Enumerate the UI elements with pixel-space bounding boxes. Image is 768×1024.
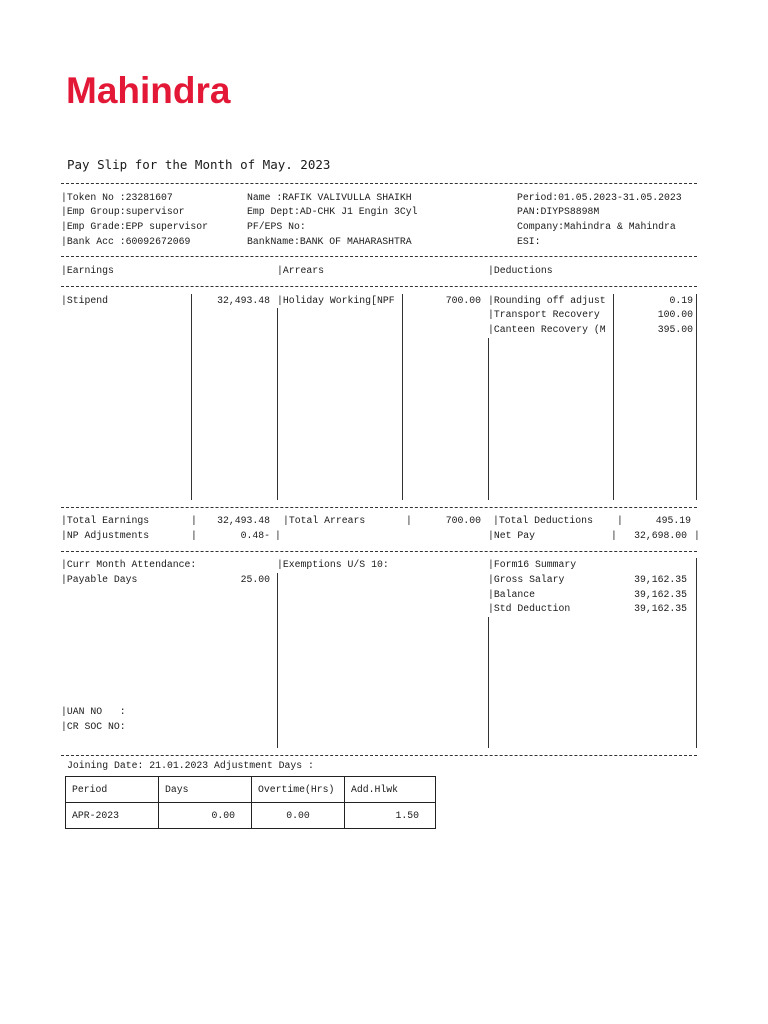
column-header: Add.Hlwk bbox=[345, 777, 436, 803]
emp-grade: |Emp Grade:EPP supervisor bbox=[61, 221, 208, 233]
earnings-detail-block bbox=[61, 294, 697, 500]
uan-no: |UAN NO : bbox=[61, 705, 126, 720]
line-item-row bbox=[61, 294, 697, 309]
summary-row bbox=[61, 602, 697, 617]
pan-number: PAN:DIYPS8898M bbox=[517, 206, 600, 218]
total-arrears-label: |Total Arrears bbox=[283, 515, 366, 527]
payable-days-label: |Payable Days bbox=[61, 573, 137, 588]
divider bbox=[61, 544, 697, 559]
employee-name: Name :RAFIK VALIVULLA SHAIKH bbox=[247, 191, 412, 203]
summary-row bbox=[61, 705, 697, 720]
adjustment-days-table bbox=[65, 776, 436, 829]
employee-row bbox=[61, 235, 697, 250]
deduction-amount: 395.00 bbox=[657, 323, 693, 335]
np-adjustments-label: |NP Adjustments bbox=[61, 529, 150, 541]
form16-item-label: |Std Deduction bbox=[488, 602, 570, 617]
table-cell: APR-2023 bbox=[66, 803, 159, 829]
table-cell: 0.00 bbox=[252, 803, 345, 829]
line-item-row bbox=[61, 308, 697, 323]
pf-eps-no: PF/EPS No: bbox=[247, 221, 306, 233]
form16-title: |Form16 Summary bbox=[488, 558, 576, 573]
employee-row bbox=[61, 205, 697, 220]
deductions-header: |Deductions bbox=[488, 265, 553, 277]
divider bbox=[61, 500, 697, 515]
mahindra-logo bbox=[66, 71, 266, 111]
token-no: |Token No :23281607 bbox=[61, 191, 173, 203]
divider bbox=[61, 249, 697, 264]
summary-row bbox=[61, 573, 697, 588]
employee-row bbox=[61, 220, 697, 235]
np-adjustments-amount: 0.48- bbox=[240, 529, 270, 541]
exemptions-title: |Exemptions U/S 10: bbox=[277, 558, 389, 573]
cr-soc-no: |CR SOC NO: bbox=[61, 720, 126, 735]
net-pay-label: |Net Pay bbox=[488, 529, 536, 541]
bank-name: BankName:BANK OF MAHARASHTRA bbox=[247, 235, 412, 247]
summary-row bbox=[61, 720, 697, 735]
table-header-row bbox=[66, 777, 436, 803]
deduction-label: |Transport Recovery bbox=[488, 308, 600, 323]
form16-item-amount: 39,162.35 bbox=[634, 603, 687, 615]
form16-item-label: |Balance bbox=[488, 588, 535, 603]
summary-row bbox=[61, 558, 697, 573]
form16-item-label: |Gross Salary bbox=[488, 573, 564, 588]
table-cell: 0.00 bbox=[159, 803, 252, 829]
emp-dept: Emp Dept:AD-CHK J1 Engin 3Cyl bbox=[247, 206, 418, 218]
earning-label: |Stipend bbox=[61, 294, 108, 309]
logo-wordmark: Mahindra bbox=[66, 71, 231, 107]
deduction-amount: 100.00 bbox=[657, 309, 693, 321]
divider bbox=[61, 279, 697, 294]
arrear-label: |Holiday Working[NPF bbox=[277, 294, 395, 309]
earnings-header: |Earnings bbox=[61, 265, 114, 277]
form16-item-amount: 39,162.35 bbox=[634, 588, 687, 600]
line-item-row bbox=[61, 323, 697, 338]
summary-row bbox=[61, 588, 697, 603]
company-name: Company:Mahindra & Mahindra bbox=[517, 221, 676, 233]
attendance-title: |Curr Month Attendance: bbox=[61, 558, 196, 573]
arrear-amount: 700.00 bbox=[445, 294, 481, 306]
payslip-title: Pay Slip for the Month of May. 2023 bbox=[67, 157, 331, 172]
total-earnings-label: |Total Earnings bbox=[61, 515, 150, 527]
table-cell: 1.50 bbox=[345, 803, 436, 829]
joining-date-line: Joining Date: 21.01.2023 Adjustment Days : bbox=[67, 760, 314, 771]
column-header: Days bbox=[159, 777, 252, 803]
column-header: Period bbox=[66, 777, 159, 803]
total-deductions-label: |Total Deductions bbox=[493, 515, 593, 527]
employee-row bbox=[61, 191, 697, 206]
summary-block bbox=[61, 558, 697, 748]
deduction-amount: 0.19 bbox=[669, 294, 693, 306]
earning-amount: 32,493.48 bbox=[217, 294, 270, 306]
payable-days-value: 25.00 bbox=[240, 573, 270, 585]
deduction-label: |Rounding off adjust bbox=[488, 294, 606, 309]
emp-group: |Emp Group:supervisor bbox=[61, 206, 185, 218]
column-header: Overtime(Hrs) bbox=[252, 777, 345, 803]
total-deductions-amount: 495.19 bbox=[655, 515, 691, 527]
pay-period: Period:01.05.2023-31.05.2023 bbox=[517, 191, 682, 203]
table-row bbox=[66, 803, 436, 829]
bank-account: |Bank Acc :60092672069 bbox=[61, 235, 191, 247]
totals-row: |NP Adjustments | 0.48- | |Net Pay | 32,698.00 | bbox=[61, 529, 697, 544]
total-earnings-amount: 32,493.48 bbox=[217, 515, 270, 527]
net-pay-amount: 32,698.00 bbox=[634, 529, 687, 541]
arrears-header: |Arrears bbox=[277, 265, 325, 277]
esi-number: ESI: bbox=[517, 235, 541, 247]
totals-row: |Total Earnings | 32,493.48 |Total Arrears | 700.00 |Total Deductions | 495.19 bbox=[61, 514, 697, 529]
form16-item-amount: 39,162.35 bbox=[634, 573, 687, 585]
deduction-label: |Canteen Recovery (M bbox=[488, 323, 606, 338]
total-arrears-amount: 700.00 bbox=[445, 515, 481, 527]
divider bbox=[61, 176, 697, 191]
section-header-row bbox=[61, 264, 697, 279]
payslip-body bbox=[61, 176, 700, 763]
